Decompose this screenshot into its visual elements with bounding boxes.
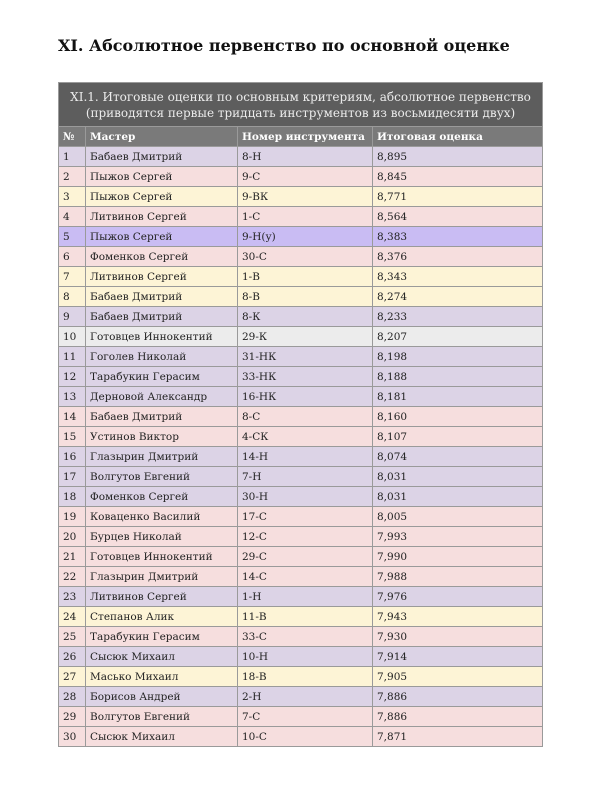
cell-number: 8: [59, 287, 86, 307]
cell-master: Степанов Алик: [86, 607, 238, 627]
cell-instrument: 33-НК: [238, 367, 373, 387]
cell-score: 8,074: [373, 447, 543, 467]
cell-master: Бабаев Дмитрий: [86, 407, 238, 427]
cell-master: Коваценко Василий: [86, 507, 238, 527]
col-header-instrument: Номер инструмента: [238, 127, 373, 147]
cell-instrument: 1-С: [238, 207, 373, 227]
cell-instrument: 14-С: [238, 567, 373, 587]
cell-instrument: 8-Н: [238, 147, 373, 167]
table-row: [59, 667, 543, 687]
col-header-score: Итоговая оценка: [373, 127, 543, 147]
cell-instrument: 29-К: [238, 327, 373, 347]
cell-master: Борисов Андрей: [86, 687, 238, 707]
table-row: [59, 687, 543, 707]
cell-master: Глазырин Дмитрий: [86, 567, 238, 587]
cell-score: 8,031: [373, 487, 543, 507]
cell-instrument: 9-ВК: [238, 187, 373, 207]
cell-master: Фоменков Сергей: [86, 247, 238, 267]
cell-score: 7,914: [373, 647, 543, 667]
cell-number: 17: [59, 467, 86, 487]
cell-instrument: 10-С: [238, 727, 373, 747]
cell-instrument: 11-В: [238, 607, 373, 627]
cell-instrument: 1-Н: [238, 587, 373, 607]
cell-number: 28: [59, 687, 86, 707]
cell-master: Тарабукин Герасим: [86, 367, 238, 387]
cell-instrument: 30-С: [238, 247, 373, 267]
cell-master: Готовцев Иннокентий: [86, 547, 238, 567]
cell-number: 18: [59, 487, 86, 507]
cell-master: Глазырин Дмитрий: [86, 447, 238, 467]
cell-number: 15: [59, 427, 86, 447]
cell-instrument: 18-В: [238, 667, 373, 687]
cell-number: 11: [59, 347, 86, 367]
cell-number: 9: [59, 307, 86, 327]
table-row: [59, 167, 543, 187]
table-row: [59, 587, 543, 607]
table-caption: [59, 83, 543, 127]
cell-score: 8,895: [373, 147, 543, 167]
cell-master: Тарабукин Герасим: [86, 627, 238, 647]
table-header-row: [59, 127, 543, 147]
cell-master: Гоголев Николай: [86, 347, 238, 367]
cell-number: 22: [59, 567, 86, 587]
cell-score: 7,988: [373, 567, 543, 587]
cell-instrument: 33-С: [238, 627, 373, 647]
cell-score: 8,343: [373, 267, 543, 287]
cell-instrument: 30-Н: [238, 487, 373, 507]
cell-score: 8,233: [373, 307, 543, 327]
cell-master: Фоменков Сергей: [86, 487, 238, 507]
cell-instrument: 31-НК: [238, 347, 373, 367]
cell-master: Волгутов Евгений: [86, 707, 238, 727]
cell-instrument: 12-С: [238, 527, 373, 547]
cell-instrument: 7-Н: [238, 467, 373, 487]
cell-master: Пыжов Сергей: [86, 167, 238, 187]
cell-number: 13: [59, 387, 86, 407]
table-row: [59, 447, 543, 467]
cell-master: Сысюк Михаил: [86, 727, 238, 747]
cell-score: 8,181: [373, 387, 543, 407]
cell-instrument: 4-СК: [238, 427, 373, 447]
cell-master: Масько Михаил: [86, 667, 238, 687]
table-row: [59, 707, 543, 727]
cell-number: 10: [59, 327, 86, 347]
table-row: [59, 487, 543, 507]
cell-number: 4: [59, 207, 86, 227]
cell-score: 8,274: [373, 287, 543, 307]
cell-number: 27: [59, 667, 86, 687]
table-body: [59, 147, 543, 747]
cell-number: 6: [59, 247, 86, 267]
cell-master: Устинов Виктор: [86, 427, 238, 447]
cell-master: Литвинов Сергей: [86, 587, 238, 607]
cell-master: Бабаев Дмитрий: [86, 287, 238, 307]
table-row: [59, 387, 543, 407]
cell-instrument: 8-С: [238, 407, 373, 427]
cell-number: 26: [59, 647, 86, 667]
cell-score: 7,990: [373, 547, 543, 567]
cell-number: 30: [59, 727, 86, 747]
cell-master: Бабаев Дмитрий: [86, 307, 238, 327]
cell-score: 8,198: [373, 347, 543, 367]
cell-instrument: 14-Н: [238, 447, 373, 467]
table-row: [59, 307, 543, 327]
table-row: [59, 547, 543, 567]
table-row: [59, 207, 543, 227]
cell-instrument: 17-С: [238, 507, 373, 527]
results-table: [58, 82, 543, 747]
cell-number: 3: [59, 187, 86, 207]
cell-number: 19: [59, 507, 86, 527]
table-caption-row: [59, 83, 543, 127]
cell-number: 25: [59, 627, 86, 647]
cell-instrument: 7-С: [238, 707, 373, 727]
cell-instrument: 9-С: [238, 167, 373, 187]
cell-master: Пыжов Сергей: [86, 227, 238, 247]
cell-score: 8,376: [373, 247, 543, 267]
cell-instrument: 29-С: [238, 547, 373, 567]
cell-score: 8,107: [373, 427, 543, 447]
cell-master: Литвинов Сергей: [86, 267, 238, 287]
table-row: [59, 567, 543, 587]
cell-number: 29: [59, 707, 86, 727]
cell-master: Готовцев Иннокентий: [86, 327, 238, 347]
cell-instrument: 8-В: [238, 287, 373, 307]
cell-score: 8,160: [373, 407, 543, 427]
table-caption-line2: (приводятся первые тридцать инструментов из восьмидесяти двух): [85, 105, 516, 120]
cell-master: Литвинов Сергей: [86, 207, 238, 227]
cell-instrument: 2-Н: [238, 687, 373, 707]
table-row: [59, 287, 543, 307]
cell-number: 23: [59, 587, 86, 607]
cell-instrument: 9-Н(у): [238, 227, 373, 247]
cell-instrument: 1-В: [238, 267, 373, 287]
cell-master: Бабаев Дмитрий: [86, 147, 238, 167]
cell-number: 5: [59, 227, 86, 247]
cell-master: Пыжов Сергей: [86, 187, 238, 207]
cell-master: Волгутов Евгений: [86, 467, 238, 487]
cell-score: 8,031: [373, 467, 543, 487]
table-row: [59, 327, 543, 347]
table-row: [59, 407, 543, 427]
table-row: [59, 647, 543, 667]
cell-master: Сысюк Михаил: [86, 647, 238, 667]
cell-number: 2: [59, 167, 86, 187]
cell-score: 7,943: [373, 607, 543, 627]
cell-master: Дерновой Александр: [86, 387, 238, 407]
cell-score: 7,993: [373, 527, 543, 547]
cell-score: 7,976: [373, 587, 543, 607]
cell-score: 8,188: [373, 367, 543, 387]
cell-score: 7,905: [373, 667, 543, 687]
cell-instrument: 10-Н: [238, 647, 373, 667]
cell-number: 16: [59, 447, 86, 467]
cell-number: 1: [59, 147, 86, 167]
table-row: [59, 227, 543, 247]
table-row: [59, 247, 543, 267]
cell-number: 21: [59, 547, 86, 567]
cell-score: 7,886: [373, 687, 543, 707]
page-title: XI. Абсолютное первенство по основной оценке: [58, 36, 510, 55]
table-row: [59, 727, 543, 747]
table-row: [59, 147, 543, 167]
cell-instrument: 16-НК: [238, 387, 373, 407]
cell-number: 24: [59, 607, 86, 627]
cell-number: 14: [59, 407, 86, 427]
cell-score: 8,771: [373, 187, 543, 207]
table-row: [59, 627, 543, 647]
table-row: [59, 347, 543, 367]
cell-number: 20: [59, 527, 86, 547]
cell-instrument: 8-К: [238, 307, 373, 327]
table-row: [59, 527, 543, 547]
table-row: [59, 427, 543, 447]
cell-score: 8,845: [373, 167, 543, 187]
cell-score: 7,930: [373, 627, 543, 647]
cell-master: Бурцев Николай: [86, 527, 238, 547]
cell-number: 12: [59, 367, 86, 387]
table-row: [59, 267, 543, 287]
col-header-number: №: [59, 127, 86, 147]
table-row: [59, 187, 543, 207]
cell-score: 8,207: [373, 327, 543, 347]
table-caption-line1: XI.1. Итоговые оценки по основным критериям, абсолютное первенство: [70, 89, 531, 104]
cell-score: 8,564: [373, 207, 543, 227]
cell-score: 7,871: [373, 727, 543, 747]
table-row: [59, 607, 543, 627]
table-row: [59, 367, 543, 387]
cell-score: 7,886: [373, 707, 543, 727]
cell-number: 7: [59, 267, 86, 287]
col-header-master: Мастер: [86, 127, 238, 147]
cell-score: 8,383: [373, 227, 543, 247]
table-row: [59, 507, 543, 527]
cell-score: 8,005: [373, 507, 543, 527]
table-row: [59, 467, 543, 487]
